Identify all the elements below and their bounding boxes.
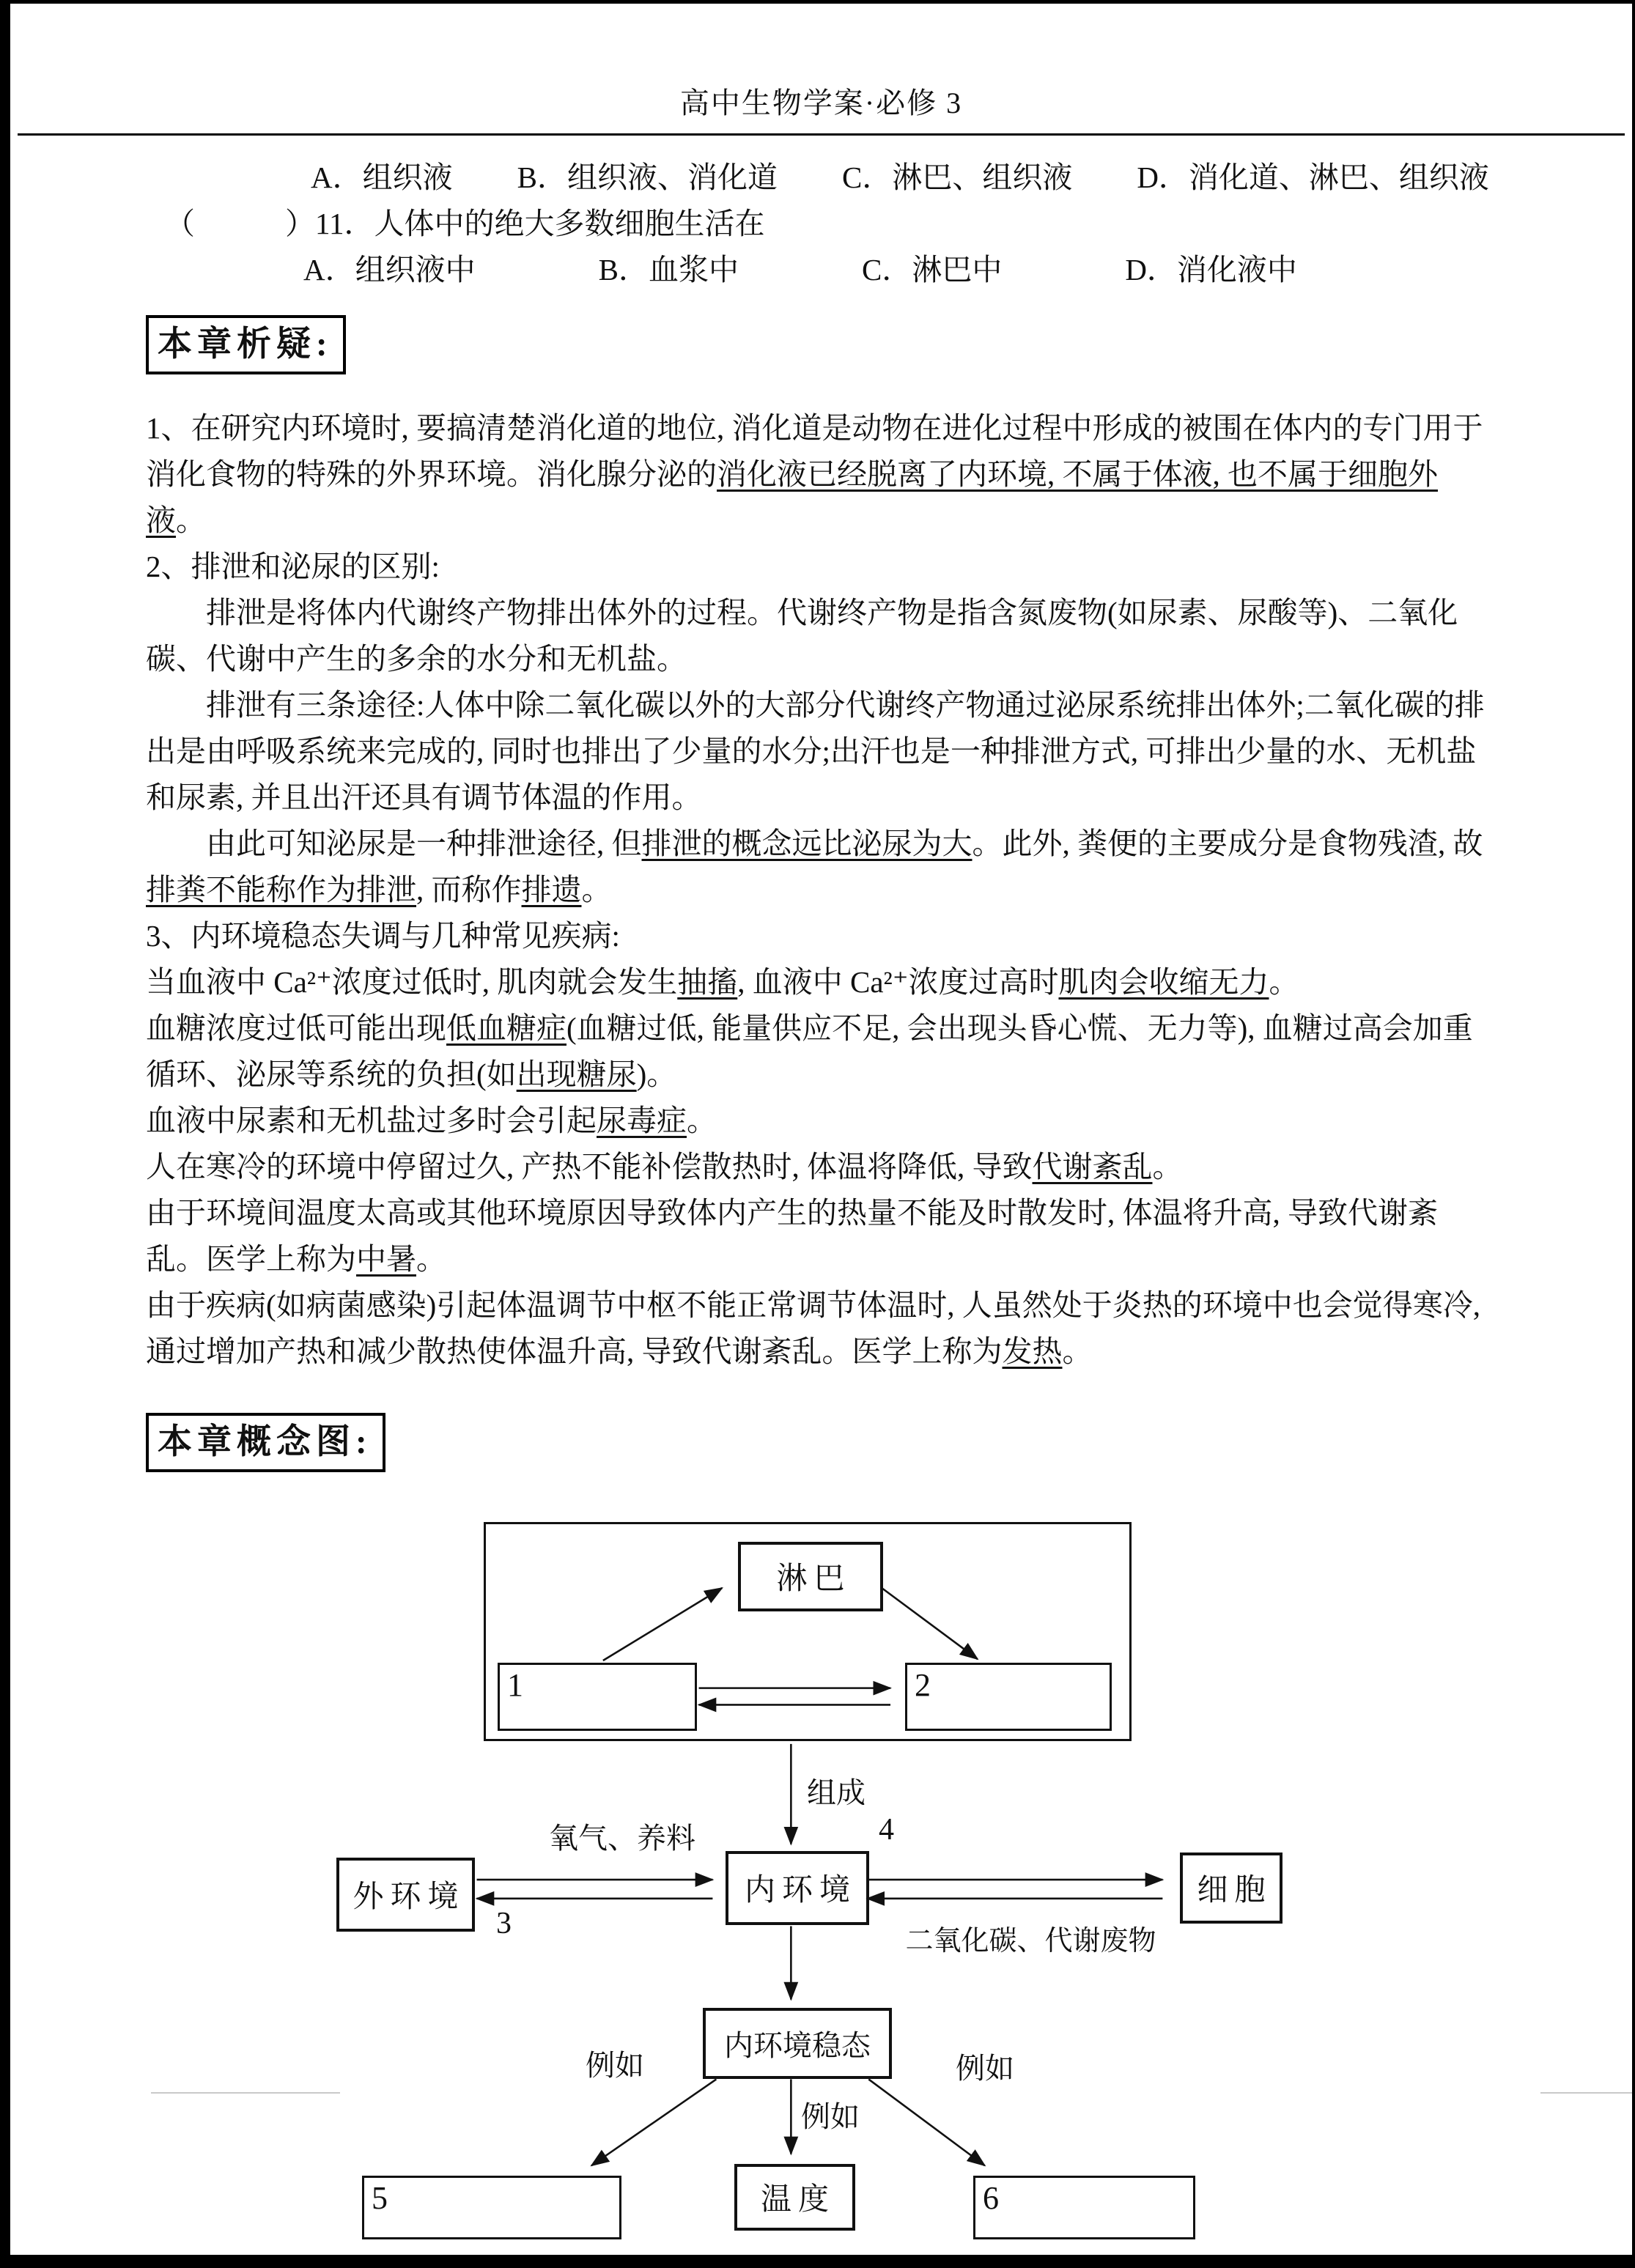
option-item: D．消化液中: [1125, 253, 1297, 287]
blank-5-number: 5: [372, 2179, 388, 2216]
analysis-heading-label: 本章析疑:: [158, 325, 333, 363]
number-3-label: 3: [496, 1906, 512, 1940]
paragraph: [146, 1144, 1489, 1190]
cell-label: 细胞: [1197, 1874, 1272, 1907]
paragraph: [146, 913, 1489, 959]
document-title: 高中生物学案·必修 3: [679, 86, 963, 119]
concept-heading-label: 本章概念图:: [158, 1422, 372, 1461]
text-segment: 。: [1062, 1334, 1093, 1368]
blank-2-number: 2: [915, 1666, 931, 1703]
text-segment: )。: [636, 1057, 677, 1091]
diagram-lymph-box: [738, 1542, 883, 1611]
concept-diagram: [146, 1518, 1489, 2254]
co2-waste-label: 二氧化碳、代谢废物: [905, 1925, 1156, 1957]
option-item: A．组织液: [311, 160, 453, 194]
text-segment: 2、排泄和泌尿的区别:: [146, 549, 440, 583]
text-segment: , 而称作: [416, 872, 522, 906]
diagram-blank-box-5: [362, 2176, 621, 2239]
analysis-section-heading: [146, 315, 346, 374]
question-10-options-row: [146, 155, 1489, 201]
oxygen-nutrients-label: 氧气、养料: [549, 1821, 695, 1855]
text-segment: 。: [416, 1241, 446, 1276]
paragraph: [146, 405, 1489, 544]
blank-6-number: 6: [983, 2179, 999, 2216]
lymph-label: 淋巴: [776, 1562, 852, 1596]
question-11-stem: （ ）11．人体中的绝大多数细胞生活在: [165, 207, 765, 240]
text-segment: , 血液中 Ca²⁺浓度过高时: [737, 964, 1059, 999]
page-header: [18, 4, 1625, 136]
text-segment: 。: [176, 503, 206, 537]
scan-artifact-line-right: [1540, 2092, 1634, 2094]
diagram-blank-box-6: [973, 2176, 1195, 2239]
text-segment: 由于环境间温度太高或其他环境原因导致体内产生的热量不能及时散发时, 体温将升高, 导致代谢紊乱。医学上称为: [146, 1195, 1438, 1276]
inner-env-label: 内环境: [744, 1874, 857, 1907]
text-segment: 当血液中 Ca²⁺浓度过低时, 肌肉就会发生: [146, 964, 678, 999]
underlined-text: 抽搐: [677, 964, 738, 999]
text-segment: 由于疾病(如病菌感染)引起体温调节中枢不能正常调节体温时, 人虽然处于炎热的环境中也会觉得寒冷, 通过增加产热和减少散热使体温升高, 导致代谢紊乱。医学上称为: [146, 1288, 1488, 1368]
diagram-blank-box-1: [498, 1663, 697, 1731]
text-segment: 由此可知泌尿是一种排泄途径, 但: [206, 826, 642, 860]
paragraph: [146, 590, 1489, 682]
compose-label: 组成: [807, 1776, 866, 1809]
underlined-text: 排遗: [521, 872, 582, 906]
blank-1-number: 1: [507, 1666, 523, 1703]
text-segment: 人在寒冷的环境中停留过久, 产热不能补偿散热时, 体温将降低, 导致: [146, 1149, 1033, 1183]
underlined-text: 排粪不能称作为排泄: [146, 872, 416, 906]
paragraph: [146, 959, 1489, 1005]
paragraph: [146, 544, 1489, 590]
analysis-section: [146, 293, 1489, 1375]
text-segment: 排泄是将体内代谢终产物排出体外的过程。代谢终产物是指含氮废物(如尿素、尿酸等)、二氧化碳、代谢中产生的多余的水分和无机盐。: [146, 595, 1458, 676]
text-segment: 1、在研究内环境时, 要搞清楚消化道的地位, 消化道是动物在进化过程中形成的被围在体内的专门用于消化食物的特殊的外界环境。消化腺分泌的: [146, 410, 1483, 491]
underlined-text: 尿毒症: [597, 1103, 687, 1137]
paragraph: [146, 1005, 1489, 1098]
option-item: A．组织液中: [303, 253, 476, 287]
text-segment: 血液中尿素和无机盐过多时会引起: [146, 1103, 597, 1137]
option-item: C．淋巴中: [861, 253, 1003, 287]
diagram-inner-env-box: [726, 1851, 869, 1925]
diagram-homeostasis-box: [703, 2008, 892, 2079]
paragraph: [146, 1190, 1489, 1282]
underlined-text: 低血糖症: [446, 1011, 566, 1045]
underlined-text: 消化液已经脱离了内环境, 不属于体液, 也不属于细胞外液: [146, 457, 1438, 537]
text-segment: 3、内环境稳态失调与几种常见疾病:: [146, 918, 620, 953]
scan-artifact-line-left: [151, 2092, 340, 2094]
text-segment: 。: [1152, 1149, 1183, 1183]
text-segment: (血糖过低, 能量供应不足, 会出现头昏心慌、无力等), 血糖过高会加重循环、泌尿等系统的负担(如: [146, 1011, 1473, 1091]
text-segment: 。: [1269, 964, 1299, 999]
text-segment: 。: [687, 1103, 717, 1137]
text-segment: 排泄有三条途径:人体中除二氧化碳以外的大部分代谢终产物通过泌尿系统排出体外;二氧化碳的排出是由呼吸系统来完成的, 同时也排出了少量的水分;出汗也是一种排泄方式, 可排出少量的水、无机盐和尿素, 并且出汗还具有调节体温的作用。: [146, 687, 1485, 814]
paragraph: [146, 821, 1489, 913]
question-11-options-row: [146, 247, 1489, 293]
example-label-left: 例如: [586, 2048, 644, 2082]
diagram-cell-box: [1180, 1853, 1282, 1924]
paragraph: [146, 1098, 1489, 1144]
text-segment: 。此外, 粪便的主要成分是食物残渣, 故: [972, 826, 1483, 860]
concept-section-heading: [146, 1413, 385, 1472]
underlined-text: 中暑: [356, 1241, 416, 1276]
paragraph: [146, 1282, 1489, 1375]
diagram-outer-env-box: [336, 1858, 475, 1932]
example-label-middle: 例如: [801, 2099, 860, 2133]
example-label-right: 例如: [956, 2051, 1014, 2085]
underlined-text: 肌肉会收缩无力: [1058, 964, 1269, 999]
homeostasis-label: 内环境稳态: [724, 2028, 871, 2062]
page-content: [10, 155, 1632, 2254]
analysis-body: [146, 405, 1489, 1375]
paragraph: [146, 682, 1489, 821]
text-segment: 血糖浓度过低可能出现: [146, 1011, 446, 1045]
option-item: D．消化道、淋巴、组织液: [1137, 160, 1489, 194]
underlined-text: 代谢紊乱: [1032, 1149, 1153, 1183]
option-item: C．淋巴、组织液: [841, 160, 1073, 194]
outer-env-label: 外环境: [353, 1880, 465, 1914]
diagram-temperature-box: [734, 2164, 855, 2231]
option-item: B．血浆中: [598, 253, 739, 287]
underlined-text: 排泄的概念远比泌尿为大: [641, 826, 972, 860]
number-4-label: 4: [879, 1812, 894, 1847]
concept-section: [146, 1375, 1489, 2254]
option-item: B．组织液、消化道: [517, 160, 778, 194]
temperature-label: 温度: [760, 2183, 835, 2217]
underlined-text: 出现糖尿: [516, 1057, 637, 1091]
text-segment: 。: [581, 872, 612, 906]
diagram-blank-box-2: [905, 1663, 1112, 1731]
underlined-text: 发热: [1002, 1334, 1063, 1368]
